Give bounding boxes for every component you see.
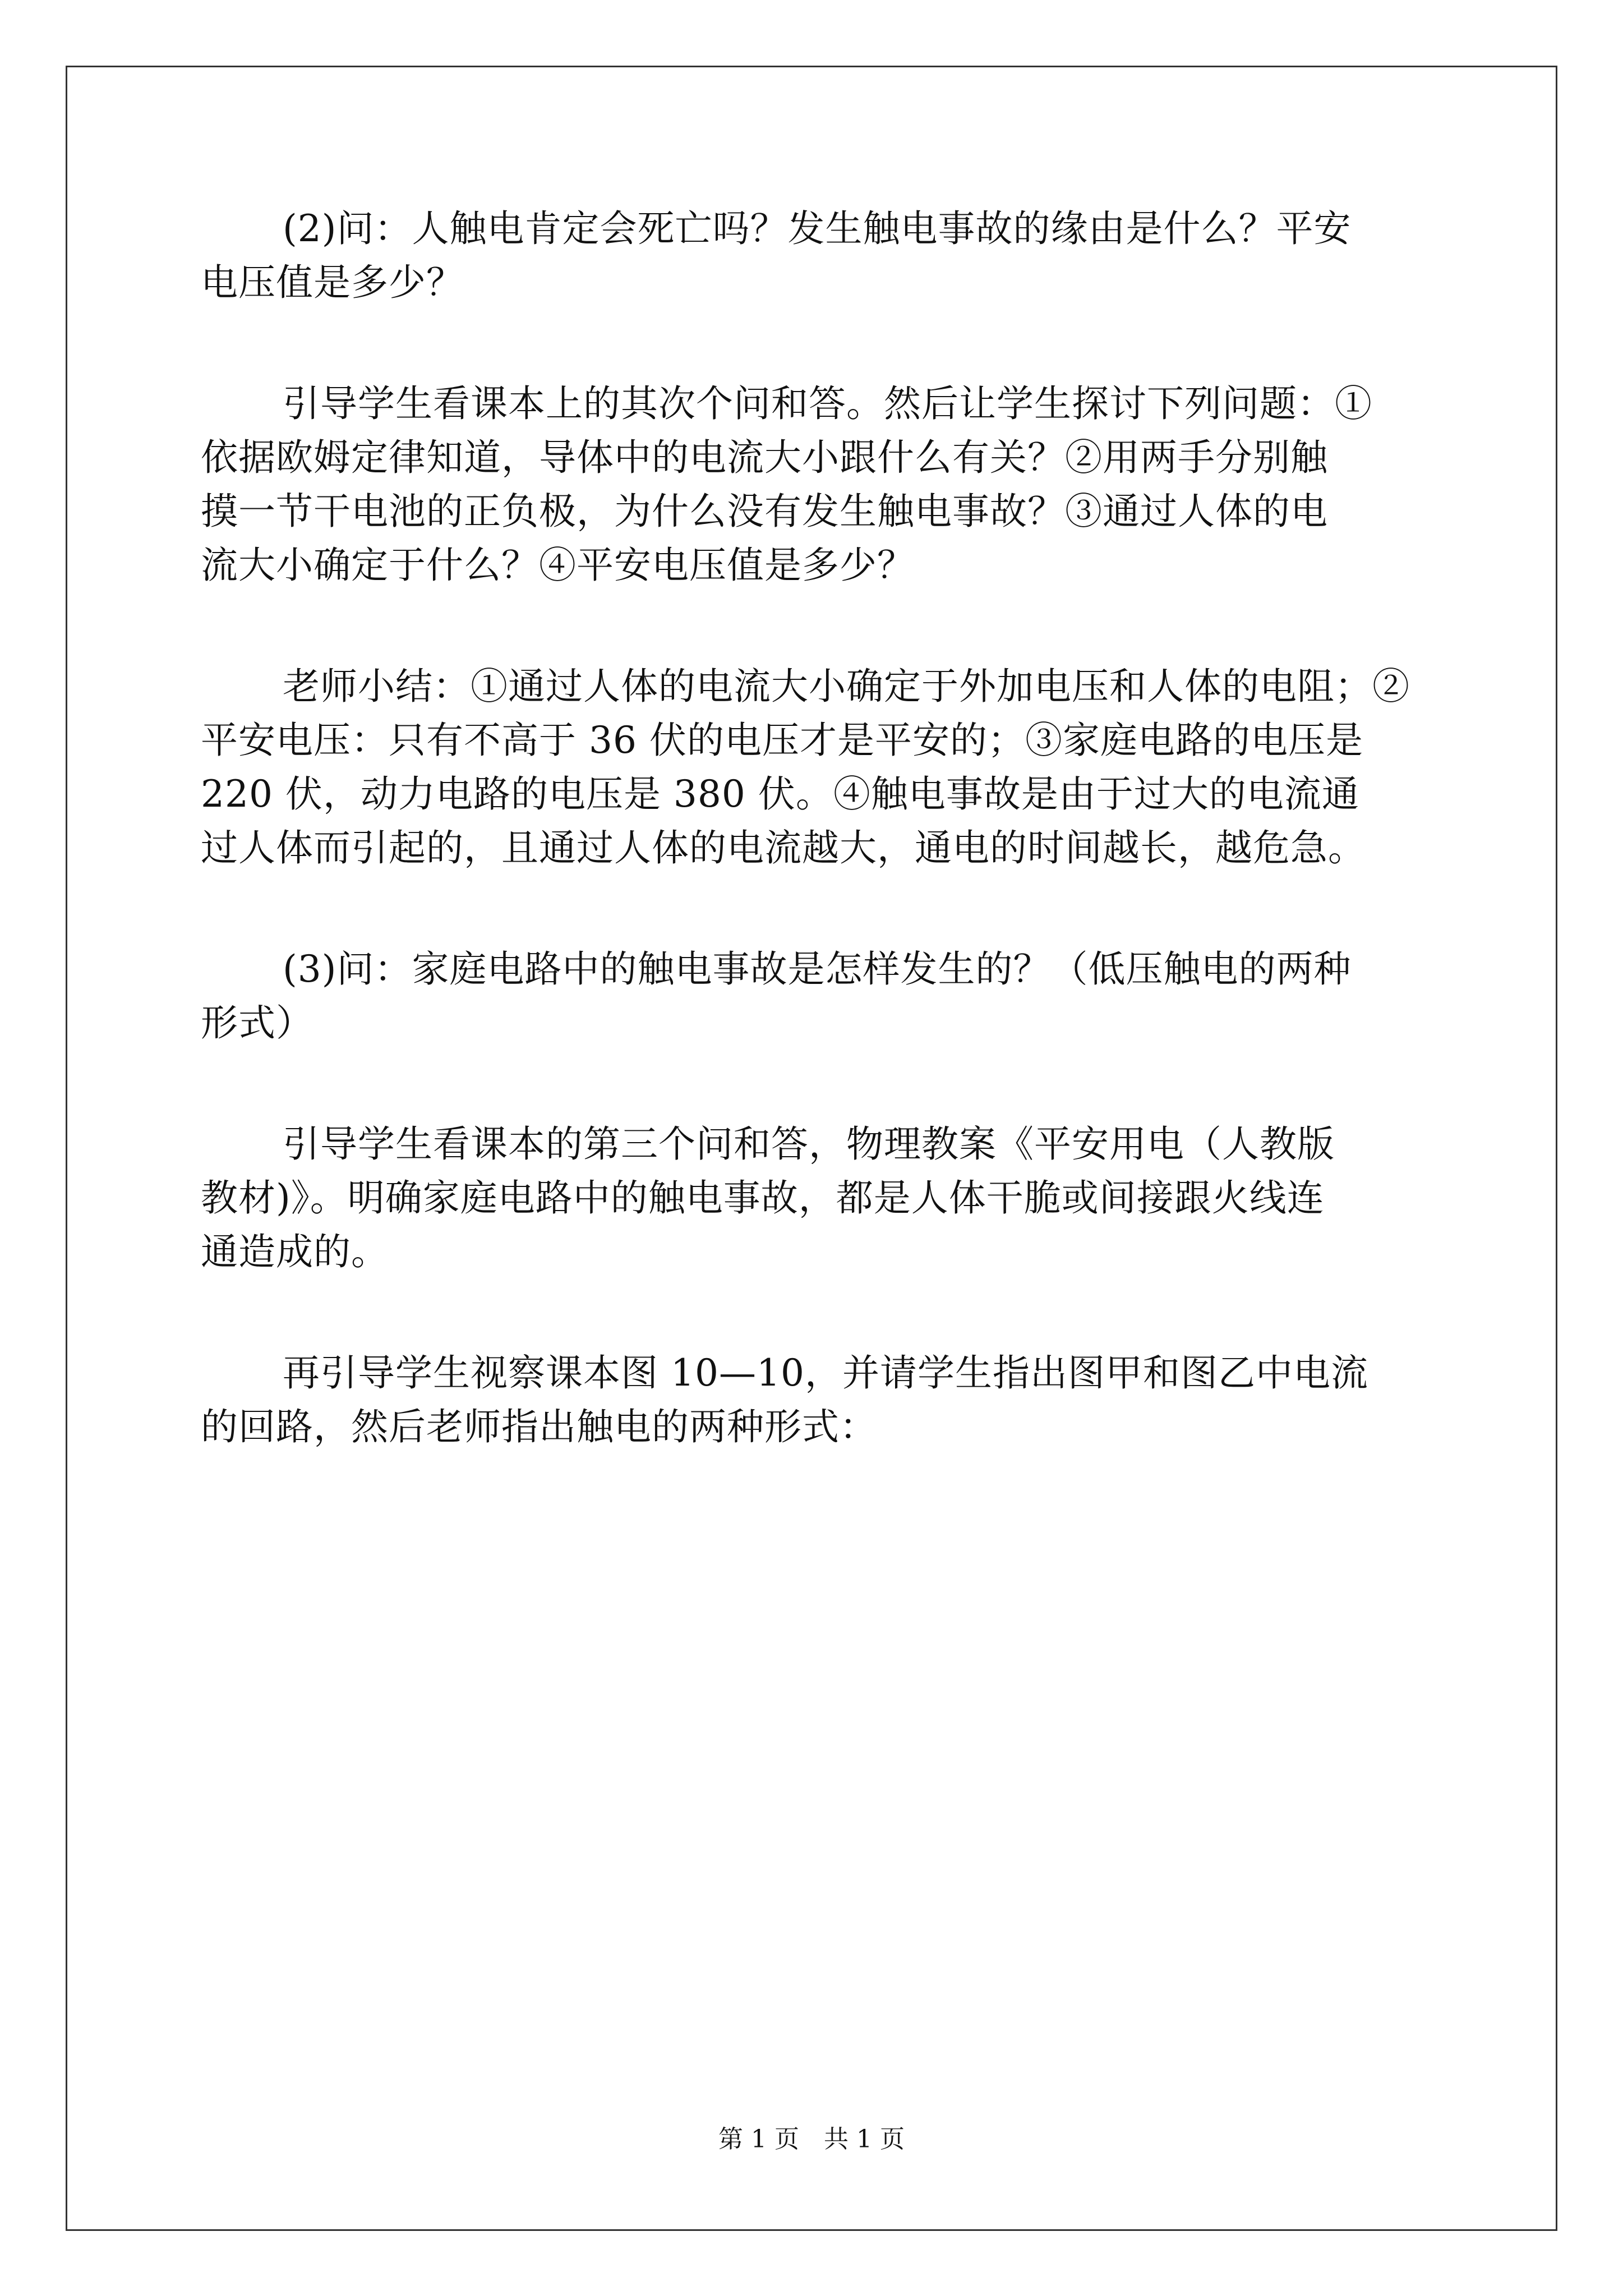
text-line: 引导学生看课本的第三个问和答，物理教案《平安用电（人教版 — [283, 1122, 1335, 1166]
text-line: 摸一节干电池的正负极，为什么没有发生触电事故？③通过人体的电 — [201, 490, 1328, 533]
text-line: 平安电压：只有不高于 36 伏的电压才是平安的；③家庭电路的电压是 — [201, 719, 1363, 762]
text-line: 过人体而引起的，且通过人体的电流越大，通电的时间越长，越危急。 — [201, 826, 1366, 869]
text-line: 教材)》。明确家庭电路中的触电事故，都是人体干脆或间接跟火线连 — [201, 1176, 1325, 1220]
text-line: (2)问：人触电肯定会死亡吗？发生触电事故的缘由是什么？平安 — [283, 207, 1352, 250]
paragraph — [201, 1346, 1429, 1454]
text-line: 通造成的。 — [201, 1230, 389, 1273]
text-line: 形式） — [201, 1001, 313, 1045]
text-line: 电压值是多少？ — [201, 261, 464, 304]
text-line: 流大小确定于什么？④平安电压值是多少？ — [201, 544, 915, 587]
paragraph — [201, 377, 1429, 592]
text-line: 依据欧姆定律知道，导体中的电流大小跟什么有关？②用两手分别触 — [201, 436, 1328, 479]
text-line: (3)问：家庭电路中的触电事故是怎样发生的？（低压触电的两种 — [283, 947, 1352, 991]
text-line: 再引导学生视察课本图 10—10，并请学生指出图甲和图乙中电流 — [283, 1351, 1368, 1395]
paragraph — [201, 1117, 1429, 1279]
text-line: 老师小结：①通过人体的电流大小确定于外加电压和人体的电阻；② — [283, 665, 1410, 708]
paragraph — [201, 202, 1429, 310]
text-line: 的回路，然后老师指出触电的两种形式： — [201, 1405, 877, 1448]
document-body — [201, 202, 1429, 1454]
text-line: 引导学生看课本上的其次个问和答。然后让学生探讨下列问题：① — [283, 382, 1372, 425]
paragraph — [201, 942, 1429, 1050]
paragraph — [201, 660, 1429, 875]
text-line: 220 伏，动力电路的电压是 380 伏。④触电事故是由于过大的电流通 — [201, 772, 1359, 816]
page-footer: 第 1 页 共 1 页 — [718, 2125, 905, 2154]
